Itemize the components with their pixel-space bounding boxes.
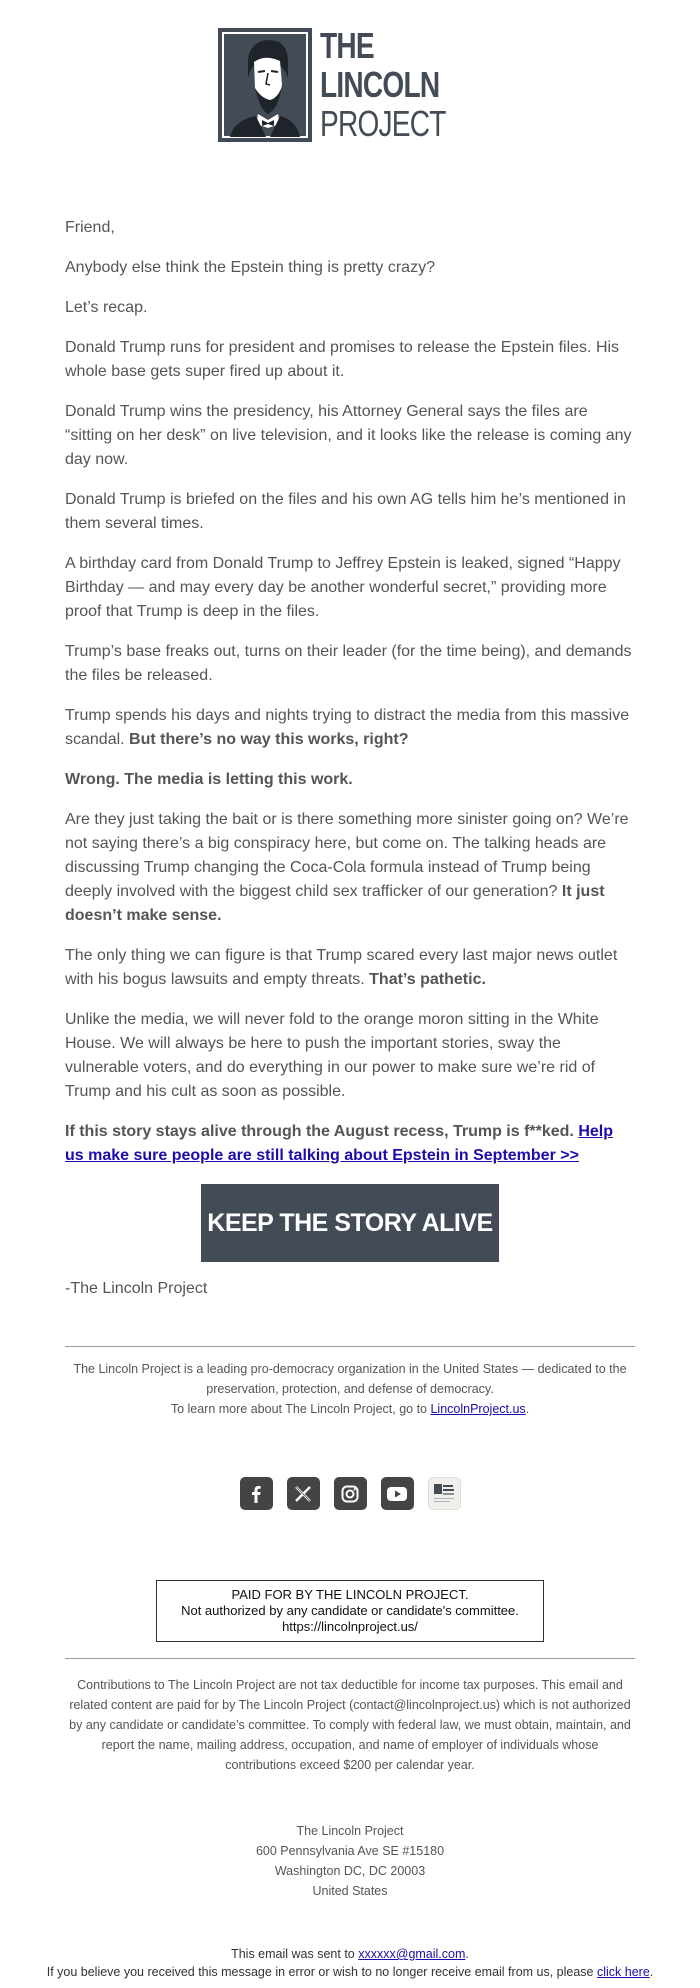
paragraph-8	[65, 704, 635, 752]
lincolnproject-link[interactable]: LincolnProject.us	[430, 1402, 526, 1416]
sent-suffix: .	[465, 1947, 469, 1961]
paid-for-box	[156, 1580, 544, 1642]
paid-line-2: Not authorized by any candidate or candidate's committee.	[181, 1603, 519, 1618]
greeting: Friend,	[65, 219, 115, 236]
paragraph-9-bold: Wrong. The media is letting this work.	[65, 771, 353, 788]
youtube-icon[interactable]	[381, 1477, 414, 1510]
paragraph-2: Let’s recap.	[65, 299, 148, 316]
unsub-suffix: .	[649, 1965, 654, 1979]
logo-wordmark	[320, 25, 481, 144]
facebook-icon[interactable]	[240, 1477, 273, 1510]
paragraph-11	[65, 944, 635, 992]
instagram-icon[interactable]	[334, 1477, 367, 1510]
recipient-email-link[interactable]: xxxxxx@gmail.com	[358, 1947, 466, 1961]
paragraph-6: A birthday card from Donald Trump to Jeffrey Epstein is leaked, signed “Happy Birthday — and may every day be another wonderful secret,” providing more proof that Trump is deep in the files.	[65, 555, 621, 620]
header	[0, 0, 700, 190]
address-line-1: The Lincoln Project	[296, 1824, 404, 1838]
unsubscribe-line	[0, 1963, 700, 1981]
unsub-prefix: If you believe you received this message in error or wish to no longer receive email from us, please	[46, 1965, 594, 1979]
paid-line-3: https://lincolnproject.us/	[282, 1619, 418, 1634]
paragraph-3: Donald Trump runs for president and promises to release the Epstein files. His whole base gets super fired up about it.	[65, 339, 620, 380]
social-links	[0, 1477, 700, 1510]
blurb-line-2	[70, 1399, 630, 1419]
address-line-4: United States	[312, 1884, 388, 1898]
mailing-address	[0, 1821, 700, 1901]
logo-line-2: LINCOLN	[320, 64, 440, 105]
footer-blurb	[0, 1347, 700, 1419]
logo-line-1: THE	[320, 25, 375, 66]
paragraph-7: Trump’s base freaks out, turns on their leader (for the time being), and demands the files be released.	[65, 643, 632, 684]
keep-story-alive-button[interactable]: KEEP THE STORY ALIVE	[201, 1184, 499, 1262]
paragraph-8-bold: But there’s no way this works, right?	[129, 731, 409, 748]
recipient-notice	[0, 1945, 700, 1981]
legal-disclaimer: Contributions to The Lincoln Project are not tax deductible for income tax purposes. This email and related content are paid for by The Lincoln Project (contact@lincolnproject.us) which is not authorized by any candidate or candidate’s committee. To comply with federal law, we must obtain, maintain, and report the name, mailing address, occupation, and name of employer of individuals whose contributions exceed $200 per calendar year.	[69, 1678, 631, 1772]
lincoln-project-logo[interactable]	[218, 25, 481, 144]
paragraph-12: Unlike the media, we will never fold to the orange moron sitting in the White House. We will always be here to push the important stories, sway the vulnerable voters, and do everything in our power to make sure we’re rid of Trump and his cult as soon as possible.	[65, 1011, 599, 1100]
paragraph-4: Donald Trump wins the presidency, his Attorney General says the files are “sitting on her desk” on live television, and it looks like the release is coming any day now.	[65, 403, 632, 468]
paragraph-1: Anybody else think the Epstein thing is pretty crazy?	[65, 259, 435, 276]
paragraph-8-text: Trump spends his days and nights trying to distract the media from this massive scandal.	[65, 707, 630, 748]
paragraph-10	[65, 808, 635, 928]
paragraph-9	[65, 768, 635, 792]
paragraph-11-bold: That’s pathetic.	[369, 971, 486, 988]
address-line-3: Washington DC, DC 20003	[274, 1864, 426, 1878]
sent-prefix: This email was sent to	[231, 1947, 355, 1961]
epstein-september-link[interactable]: Help us make sure people are still talking about Epstein in September >>	[65, 1123, 613, 1164]
paid-line-1: PAID FOR BY THE LINCOLN PROJECT.	[231, 1587, 469, 1602]
paragraph-13	[65, 1120, 635, 1168]
paragraph-5: Donald Trump is briefed on the files and his own AG tells him he’s mentioned in them several times.	[65, 491, 626, 532]
blurb-line-2-suffix: .	[525, 1402, 530, 1416]
signoff: -The Lincoln Project	[65, 1280, 208, 1297]
blurb-line-2-prefix: To learn more about The Lincoln Project, go to	[170, 1402, 427, 1416]
paragraph-11-text: The only thing we can figure is that Trump scared every last major news outlet with his bogus lawsuits and empty threats.	[65, 947, 618, 988]
blurb-line-1: The Lincoln Project is a leading pro-democracy organization in the United States — dedicated to the preservation, protection, and defense of democracy.	[73, 1362, 627, 1396]
cta-container	[65, 1184, 635, 1262]
lincoln-project-badge-icon[interactable]	[428, 1477, 461, 1510]
x-icon[interactable]	[287, 1477, 320, 1510]
logo-line-3: PROJECT	[320, 103, 447, 144]
paragraph-10-text: Are they just taking the bait or is there something more sinister going on? We’re not saying there’s a big conspiracy here, but come on. The talking heads are discussing Trump changing the Coca-Cola formula instead of Trump being deeply involved with the biggest child sex trafficker of our generation?	[65, 811, 629, 900]
address-line-2: 600 Pennsylvania Ave SE #15180	[255, 1844, 445, 1858]
paragraph-13-bold: If this story stays alive through the August recess, Trump is f**ked.	[65, 1123, 574, 1140]
email-body	[0, 190, 700, 1298]
sent-to-line	[0, 1945, 700, 1963]
lincoln-portrait-icon	[218, 28, 312, 142]
unsubscribe-link[interactable]: click here	[597, 1965, 650, 1979]
paragraph-10-bold: It just doesn’t make sense.	[65, 883, 605, 924]
